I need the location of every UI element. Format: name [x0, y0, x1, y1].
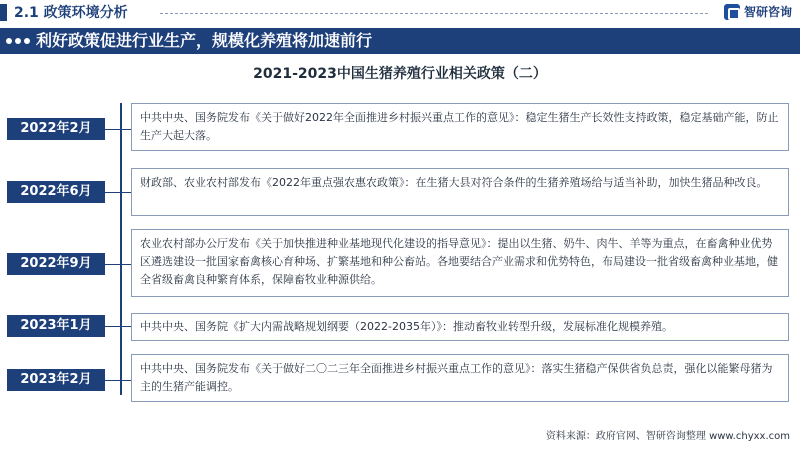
- timeline-connector: [105, 129, 131, 130]
- header-divider: [160, 13, 708, 14]
- timeline-date-badge: 2023年2月: [7, 369, 105, 391]
- timeline-date-badge: 2023年1月: [7, 315, 105, 337]
- timeline-connector: [105, 326, 131, 327]
- timeline-connector: [105, 264, 131, 265]
- timeline-connector: [105, 380, 131, 381]
- logo-text: 智研咨询: [743, 5, 792, 19]
- header: [0, 0, 800, 26]
- dots-icon: [6, 38, 30, 44]
- timeline-date-badge: 2022年9月: [7, 253, 105, 275]
- header-accent-bar: [0, 4, 7, 21]
- banner-title: 利好政策促进行业生产，规模化养殖将加速前行: [36, 31, 373, 50]
- timeline-line: [120, 103, 122, 395]
- timeline-date-badge: 2022年6月: [7, 181, 105, 203]
- section-label: 2.1 政策环境分析: [14, 5, 128, 21]
- logo: [724, 3, 792, 20]
- policy-card: 中共中央、国务院发布《关于做好2022年全面推进乡村振兴重点工作的意见》：稳定生猪生产长效性支持政策，稳定基础产能，防止生产大起大落。: [131, 103, 789, 151]
- logo-icon: [724, 4, 740, 20]
- title-banner: [0, 28, 800, 54]
- policy-card: 农业农村部办公厅发布《关于加快推进种业基地现代化建设的指导意见》：提出以生猪、奶牛、肉牛、羊等为重点，在畜禽种业优势区遴选建设一批国家畜禽核心育种场、扩繁基地和种公畜站。各地要结合产业需求和优势特色，布局建设一批省级畜禽种业基地，健全省级畜禽良种繁育体系，保障畜牧业种源供给。: [131, 229, 789, 297]
- timeline-date-badge: 2022年2月: [7, 118, 105, 140]
- source-note: 资料来源：政府官网、智研咨询整理 www.chyxx.com: [545, 431, 790, 442]
- policy-card: 中共中央、国务院《扩大内需战略规划纲要（2022-2035年）》：推动畜牧业转型升级，发展标准化规模养殖。: [131, 313, 789, 341]
- policy-card: 中共中央、国务院发布《关于做好二〇二三年全面推进乡村振兴重点工作的意见》：落实生猪稳产保供省负总责，强化以能繁母猪为主的生猪产能调控。: [131, 354, 789, 402]
- policy-card: 财政部、农业农村部发布《2022年重点强农惠农政策》：在生猪大县对符合条件的生猪养殖场给与适当补助，加快生猪品种改良。: [131, 168, 789, 216]
- table-title: 2021-2023中国生猪养殖行业相关政策（二）: [253, 66, 547, 82]
- timeline-connector: [105, 192, 131, 193]
